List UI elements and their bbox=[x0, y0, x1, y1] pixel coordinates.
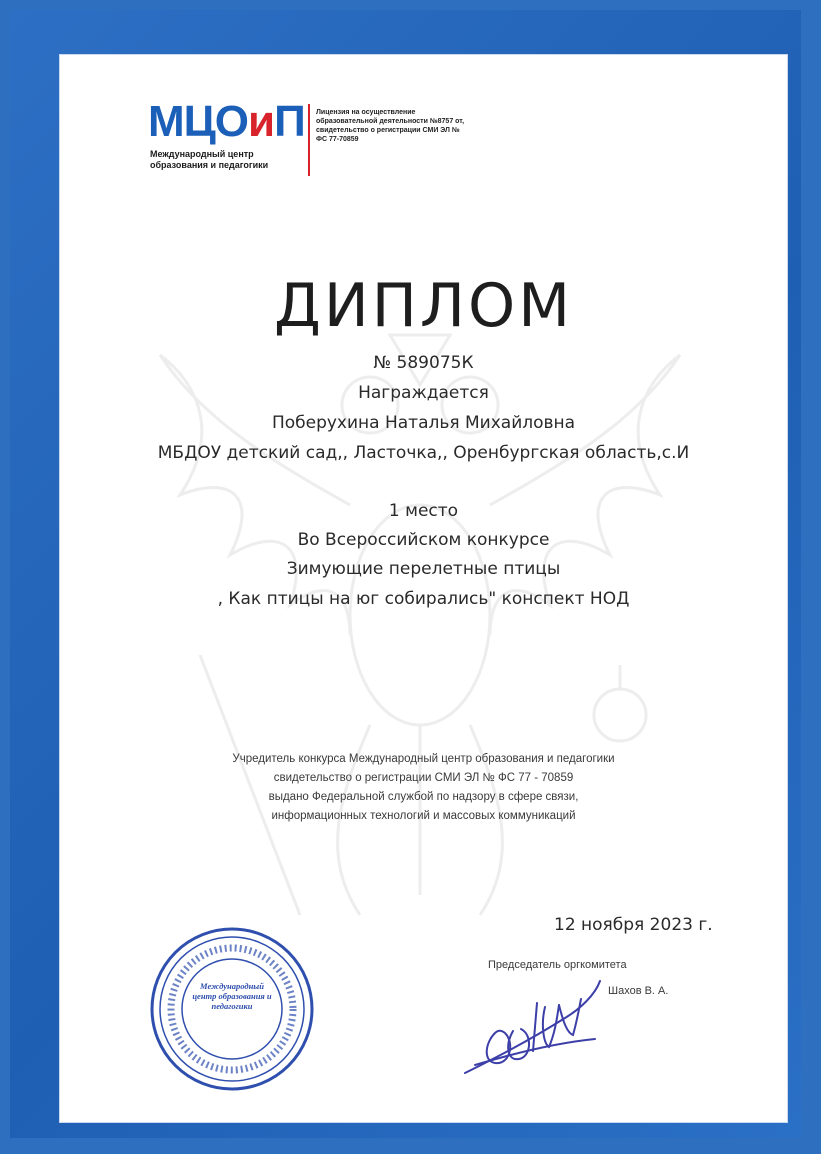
blue-border-frame bbox=[10, 10, 801, 1138]
founder-line: свидетельство о регистрации СМИ ЭЛ № ФС 77 - 70859 bbox=[273, 772, 574, 784]
mcoip-logo bbox=[148, 98, 478, 178]
nomination-text: Зимующие перелетные птицы bbox=[286, 559, 561, 579]
place-text: 1 место bbox=[388, 501, 459, 521]
logo-mark-part3: П bbox=[274, 97, 305, 146]
founder-info bbox=[60, 750, 787, 826]
diploma-sheet bbox=[59, 54, 788, 1123]
logo-divider bbox=[308, 104, 310, 176]
founder-line: информационных технологий и массовых коммуникаций bbox=[271, 810, 576, 822]
awarded-label: Награждается bbox=[358, 383, 489, 403]
diploma-number: № 589075К bbox=[373, 353, 474, 373]
diploma-title: ДИПЛОМ bbox=[274, 271, 573, 341]
recipient-name: Поберухина Наталья Михайловна bbox=[271, 413, 576, 433]
chairman-name: Шахов В. А. bbox=[608, 985, 669, 997]
founder-line: выдано Федеральной службой по надзору в сфере связи, bbox=[268, 791, 579, 803]
round-seal-icon bbox=[148, 925, 316, 1093]
contest-text: Во Всероссийском конкурсе bbox=[297, 530, 550, 550]
recipient-organization: МБДОУ детский сад,, Ласточка,, Оренбургская область,с.И bbox=[157, 443, 690, 463]
work-title-text: , Как птицы на юг собирались" конспект НОД bbox=[217, 589, 630, 609]
founder-line: Учредитель конкурса Международный центр образования и педагогики bbox=[232, 753, 615, 765]
logo-mark-part2: и bbox=[248, 97, 275, 146]
chairman-role: Председатель оргкомитета bbox=[488, 959, 627, 971]
handwritten-signature-icon bbox=[455, 973, 605, 1083]
logo-license-text: Лицензия на осуществление образовательной деятельности №8757 от, свидетельство о регистрации СМИ ЭЛ № ФС 77-70859 bbox=[316, 109, 465, 143]
logo-wordmark bbox=[148, 98, 305, 146]
stamp-center-text: Международный центр образования и педагогики bbox=[192, 981, 272, 1011]
issue-date: 12 ноября 2023 г. bbox=[554, 915, 713, 935]
logo-subtitle: Международный центр образования и педагогики bbox=[150, 149, 269, 170]
logo-mark-part1: МЦО bbox=[148, 97, 249, 146]
